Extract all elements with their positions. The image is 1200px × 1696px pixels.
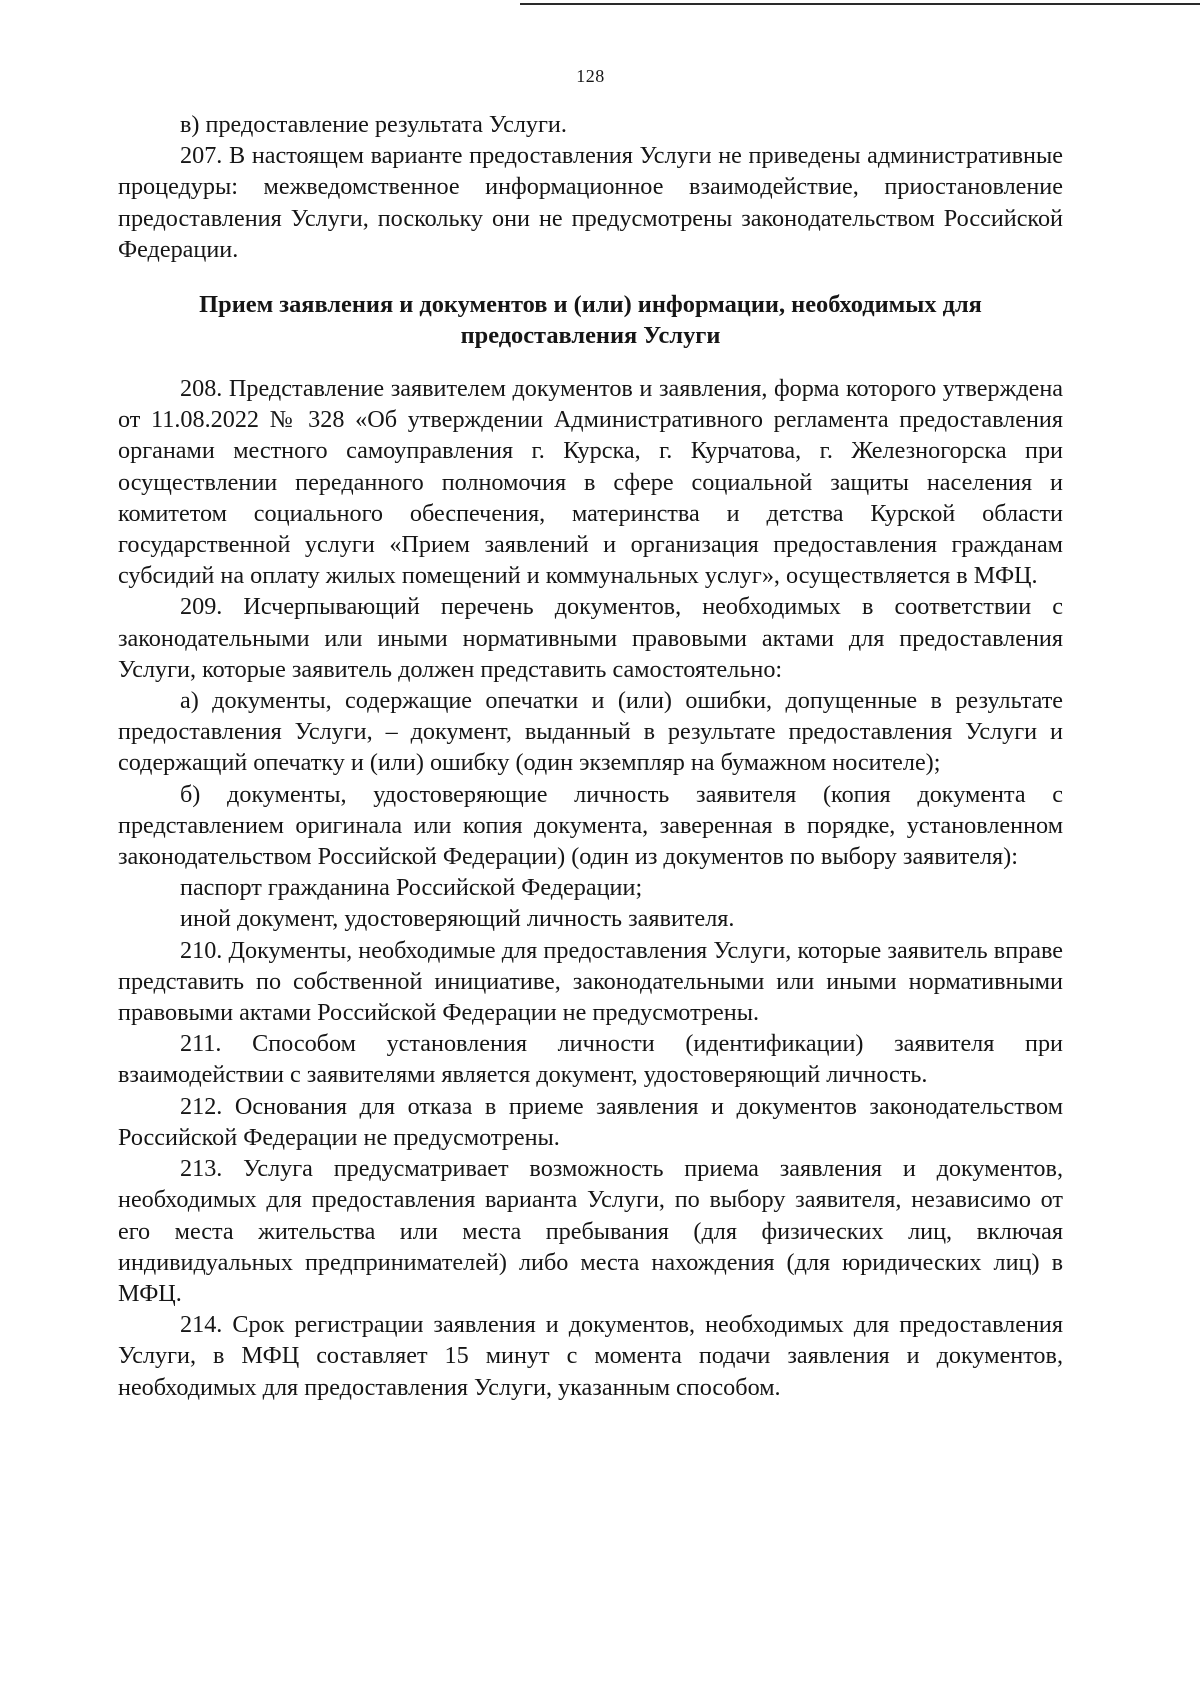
paragraph-209: 209. Исчерпывающий перечень документов, необходимых в соответствии с законодательными или иными нормативными правовыми актами для предоставления Услуги, которые заявитель должен представить самостоятельно: [118, 593, 1063, 683]
document-page [118, 66, 1063, 1403]
paragraph-211: 211. Способом установления личности (идентификации) заявителя при взаимодействии с заявителями является документ, удостоверяющий личность. [118, 1030, 1063, 1089]
section-heading-line-2: предоставления Услуги [460, 322, 721, 350]
paragraph-212: 212. Основания для отказа в приеме заявления и документов законодательством Российской Федерации не предусмотрены. [118, 1092, 1063, 1151]
paragraph-210: 210. Документы, необходимые для предоставления Услуги, которые заявитель вправе представить по собственной инициативе, законодательными или иными нормативными правовыми актами Российской Федерации не предусмотрены. [118, 936, 1063, 1027]
paragraph-209-b: б) документы, удостоверяющие личность заявителя (копия документа с представлением оригинала или копия документа, заверенная в порядке, установленном законодательством Российской Федерации) (один из документов по выбору заявителя): [118, 780, 1063, 871]
paragraph-214: 214. Срок регистрации заявления и документов, необходимых для предоставления Услуги, в МФЦ составляет 15 минут с момента подачи заявления и документов, необходимых для предоставления Услуги, указанным способом. [118, 1311, 1063, 1401]
paragraph-213: 213. Услуга предусматривает возможность приема заявления и документов, необходимых для предоставления варианта Услуги, по выбору заявителя, независимо от его места жительства или места пребывания (для физических лиц, включая индивидуальных предпринимателей) либо места нахождения (для юридических лиц) в МФЦ. [118, 1155, 1063, 1307]
list-item-other-id: иной документ, удостоверяющий личность заявителя. [180, 905, 735, 933]
paragraph-209-a: а) документы, содержащие опечатки и (или) ошибки, допущенные в результате предоставления Услуги, – документ, выданный в результате предоставления Услуги и содержащий опечатку и (или) ошибку (один экземпляр на бумажном носителе); [118, 687, 1063, 777]
section-heading [148, 289, 1033, 351]
section-heading-line-1: Прием заявления и документов и (или) информации, необходимых для [199, 291, 982, 319]
page-number: 128 [576, 66, 605, 86]
paragraph-207: 207. В настоящем варианте предоставления Услуги не приведены административные процедуры: межведомственное информационное взаимодействие, приостановление предоставления Услуги, поскольку они не предусмотрены законодательством Российской Федерации. [118, 142, 1063, 263]
paragraph-result-item: в) предоставление результата Услуги. [180, 111, 567, 138]
paragraph-208: 208. Представление заявителем документов и заявления, форма которого утверждена от 11.08.2022 № 328 «Об утверждении Административного регламента предоставления органами местного самоуправления г. Курска, г. Курчатова, г. Железногорска при осуществлении переданного полномочия в сфере социальной защиты населения и комитетом социального обеспечения, материнства и детства Курской области государственной услуги «Прием заявлений и организация предоставления гражданам субсидий на оплату жилых помещений и коммунальных услуг», осуществляется в МФЦ. [118, 375, 1063, 590]
list-item-passport: паспорт гражданина Российской Федерации; [180, 874, 643, 902]
scan-top-rule [520, 3, 1200, 5]
